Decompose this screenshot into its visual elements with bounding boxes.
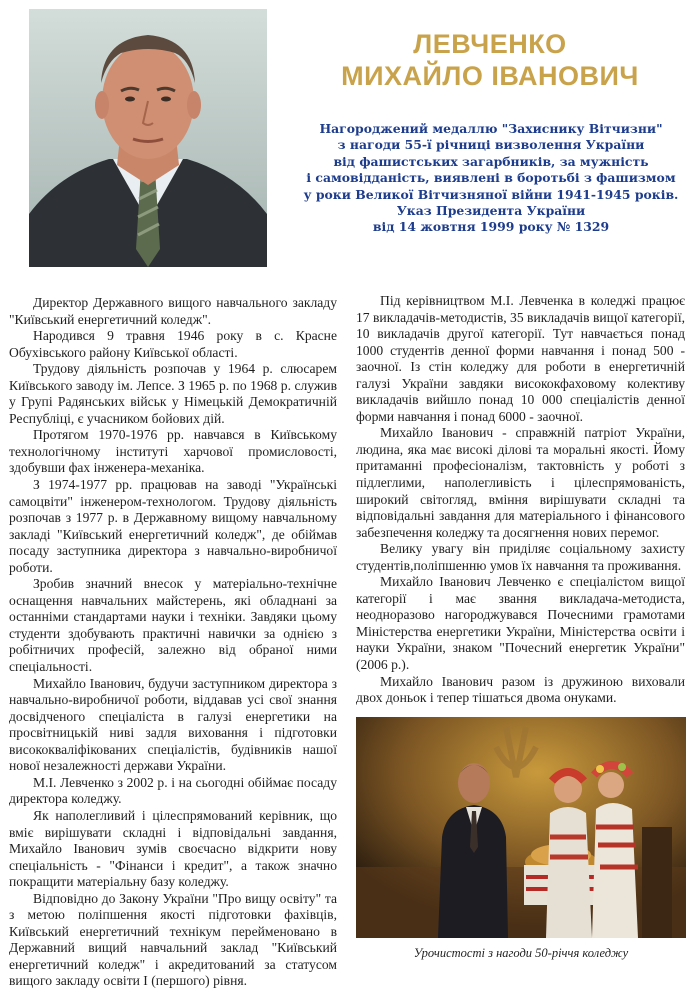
paragraph: Відповідно до Закону України "Про вищу освіту" та з метою поліпшення якості підготовки фахівців, Київський енергетичний технікум перейменовано в Державний вищий навчальний заклад "Київський енергетичний коледж" і акредитований за статусом вищого закладу освіти І (першого) рівня. [9,890,337,989]
award-line: з нагоди 55-ї річниці визволення України [337,137,645,153]
paragraph: Михайло Іванович, будучи заступником директора з навчально-виробничої роботи, віддавав усі свої знання досвідченого спеціаліста в галузі енергетики на просвітницькій ниві задля виховання і підготовки висококваліфікованих спеціалістів, будівників нашої нової незалежності держави України. [9,675,337,774]
award-line: Указ Президента України [396,203,586,219]
paragraph: Директор Державного вищого навчального закладу "Київський енергетичний коледж". [9,295,337,327]
ceremony-photo [356,717,686,938]
photo-caption: Урочистості з нагоди 50-річчя коледжу [413,946,629,960]
paragraph: М.І. Левченко з 2002 р. і на сьогодні обіймає посаду директора коледжу. [9,774,337,807]
paragraph: Михайло Іванович разом із дружиною виховали двох доньок і тепер тішаться двома онуками. [356,673,685,706]
award-statement [292,121,690,236]
paragraph: Як наполегливий і цілеспрямований керівник, що вміє вирішувати складні і відповідальні завдання, Михайло Іванович зумів своєчасно відкрити нову спеціальність - "Фінанси і кредит", а також значно покращити матеріальну базу коледжу. [9,807,337,890]
award-line: і самовідданість, виявлені в боротьбі з фашизмом [306,170,676,186]
paragraph: Велику увагу він приділяє соціальному захисту студентів,поліпшенню умов їх навчання та проживання. [356,541,685,573]
given-names: МИХАЙЛО ІВАНОВИЧ [341,61,639,91]
paragraph: Зробив значний внесок у матеріально-технічне оснащення навчальних майстерень, які обладнані за останніми стандартами науки і техніки. Завдяки цьому студенти здобувають практичні навички за однією з робітничих професій, залежно від обраної ними спеціальності. [9,576,337,675]
paragraph: Народився 9 травня 1946 року в с. Красне Обухівського району Київської області. [9,328,337,360]
award-line: Нагороджений медаллю "Захиснику Вітчизни" [319,121,663,136]
paragraph: З 1974-1977 рр. працював на заводі "Українські самоцвіти" інженером-технологом. Трудову діяльність розпочав з 1977 р. в Державному вищому навчальному закладі "Київський енергетичний коледж", де обіймав посаду заступника директора з навчально-виробничої роботи. [9,477,337,575]
paragraph: Під керівництвом М.І. Левченка в коледжі працює 17 викладачів-методистів, 35 викладачів вищої категорії, 10 викладачів другої категорії. Тут навчається понад 1000 студентів денної форми навчання і понад 500 - заочної. Із стін коледжу для роботи в енергетичній галузі України завдяки висококфаховому колективу викладачів вийшло понад 10 000 спеціалістів денної форми навчання і понад 6000 - заочної. [356,293,685,424]
biography-right-column [356,293,685,707]
surname: ЛЕВЧЕНКО [413,29,567,59]
biography-left-column [9,295,337,990]
paragraph: Протягом 1970-1976 рр. навчався в Київському технологічному інституті харчової промисловості, здобувши фах інженера-механіка. [9,427,337,476]
paragraph: Трудову діяльність розпочав у 1964 р. слюсарем Київського заводу ім. Лепсе. З 1965 р. по 1968 р. служив у Групі Радянських військ у Німецькій Демократичній Республіці, є учасником бойових дій. [9,361,337,426]
paragraph: Михайло Іванович - справжній патріот України, людина, яка має високі ділові та моральні якості. Йому притаманні професіоналізм, тактовність у роботі з підлеглими, наполегливість і цілеспрямованість, широкий світогляд, вміння вирішувати складні та відповідальні завдання для матеріального і фінансового забезпечення коледжу та досягнення нових перемог. [356,425,685,540]
award-line: від 14 жовтня 1999 року № 1329 [372,219,610,235]
portrait-photo [29,9,267,267]
award-line: у роки Великої Вітчизняної війни 1941-1945 років. [303,186,679,202]
person-name [300,28,680,92]
award-line: від фашистських загарбників, за мужність [333,153,649,169]
paragraph: Михайло Іванович Левченко є спеціалістом вищої категорії і має звання викладача-методиста, неодноразово нагороджувався Почесними грамотами Міністерства енергетики України, Міністерства освіти і науки України, знаком "Почесний енергетик України" (2006 р.). [356,574,685,673]
